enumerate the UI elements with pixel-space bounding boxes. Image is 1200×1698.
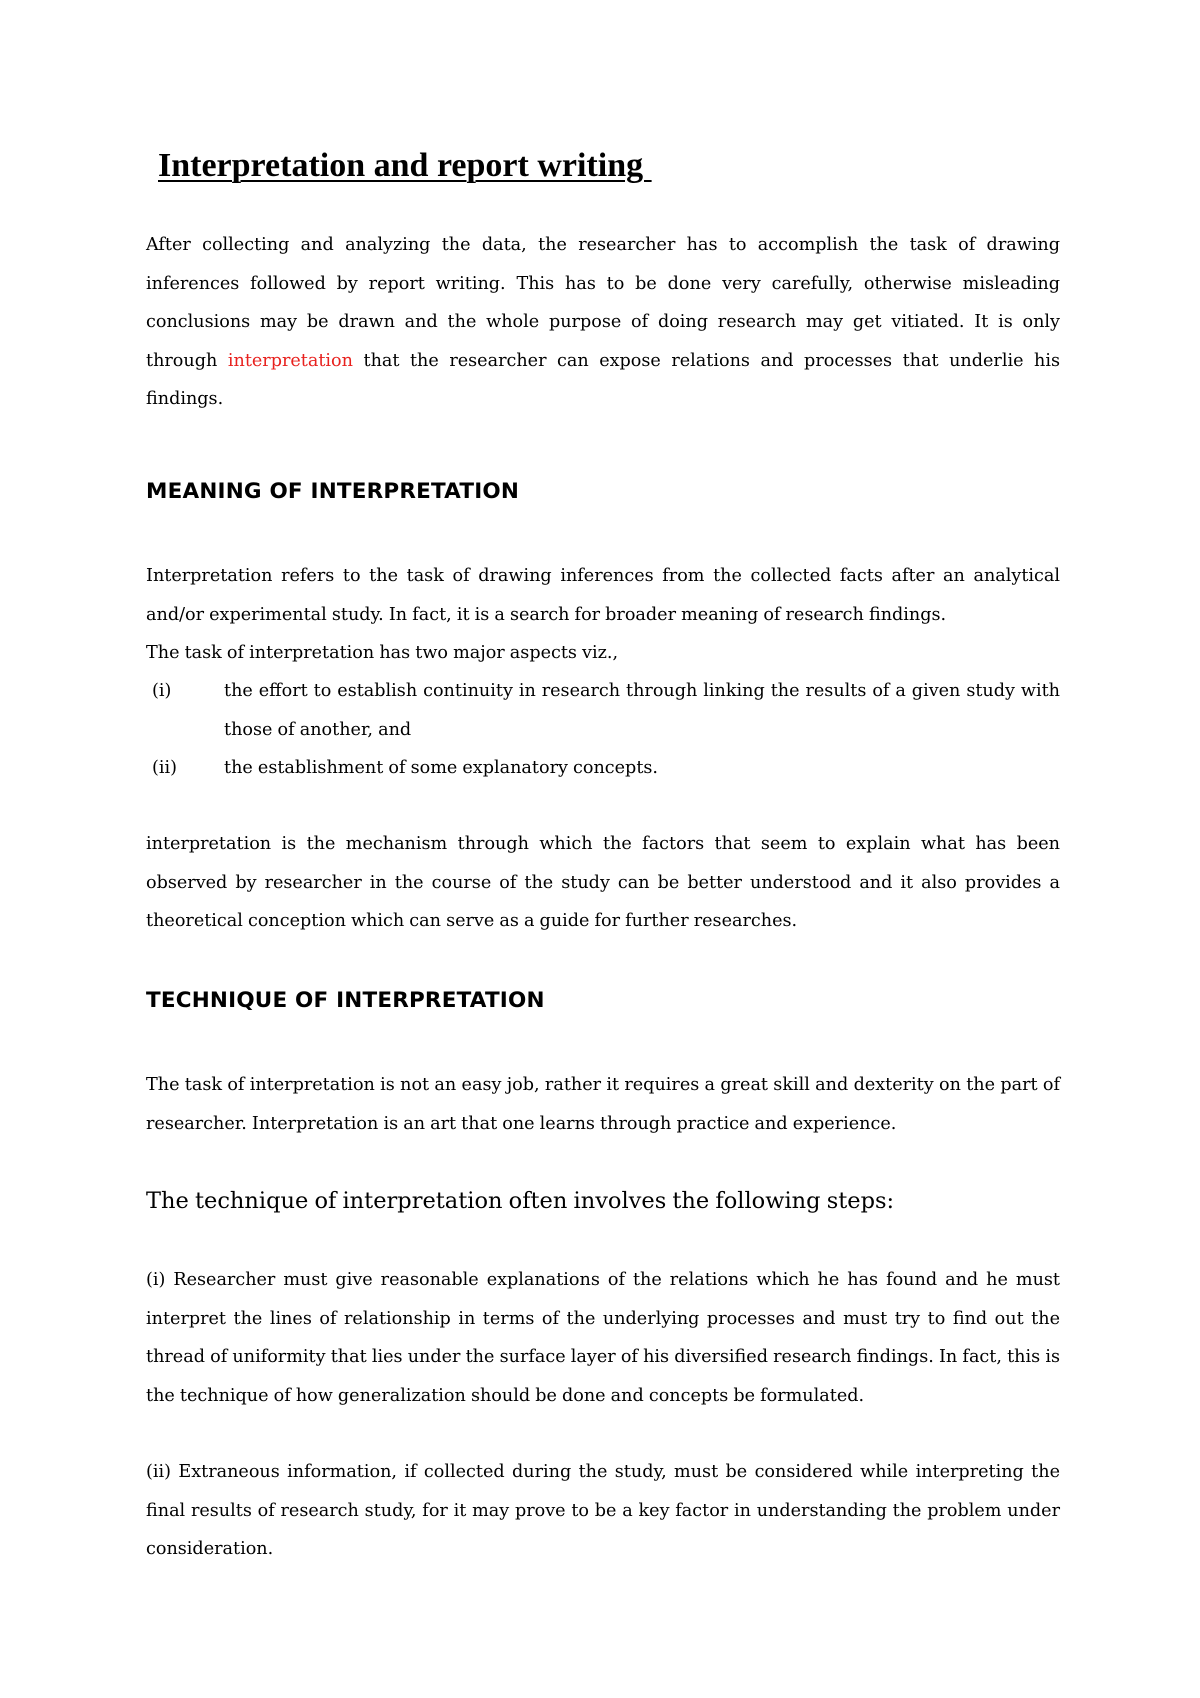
interpretation-highlight: interpretation [227, 350, 353, 371]
aspect-list-item [146, 672, 1060, 749]
intro-text-start: After collecting and analyzing the data, the researcher has to accomplish the task of drawing inferences followed by report writing. This has to be done very carefully, otherwise misleading conclusions may be drawn and the whole purpose of doing research may get vitiated. It is only through [146, 235, 1060, 371]
page-title: Interpretation and report writing [158, 147, 652, 184]
meaning-heading: MEANING OF INTERPRETATION [146, 479, 520, 504]
aspect-number: (ii) [152, 758, 177, 778]
step-2-paragraph: (ii) Extraneous information, if collected during the study, must be considered while interpreting the final results of research study, for it may prove to be a key factor in understanding the problem under consideration. [146, 1462, 1060, 1559]
aspect-number: (i) [152, 681, 172, 701]
meaning-paragraph: Interpretation refers to the task of drawing inferences from the collected facts after an analytical and/or experimental study. In fact, it is a search for broader meaning of research findings. [146, 566, 1060, 625]
aspect-list-item [146, 749, 1060, 788]
technique-paragraph: The task of interpretation is not an easy job, rather it requires a great skill and dexterity on the part of researcher. Interpretation is an art that one learns through practice and experience. [146, 1075, 1060, 1134]
steps-intro: The technique of interpretation often involves the following steps: [146, 1188, 895, 1214]
intro-text-end: that the researcher can expose relations and processes that underlie his findings. [146, 350, 1061, 409]
intro-paragraph [146, 226, 1060, 419]
technique-heading: TECHNIQUE OF INTERPRETATION [146, 988, 545, 1013]
mechanism-paragraph: interpretation is the mechanism through which the factors that seem to explain what has been observed by researcher in the course of the study can be better understood and it also provides a theoretical conception which can serve as a guide for further researches. [146, 834, 1060, 931]
aspect-text: the establishment of some explanatory concepts. [224, 758, 659, 778]
aspect-text: the effort to establish continuity in research through linking the results of a given study with those of another, and [224, 681, 1060, 740]
aspects-intro: The task of interpretation has two major aspects viz., [146, 643, 619, 663]
step-1-paragraph: (i) Researcher must give reasonable explanations of the relations which he has found and he must interpret the lines of relationship in terms of the underlying processes and must try to find out the thread of uniformity that lies under the surface layer of his diversified research findings. In fact, this is the technique of how generalization should be done and concepts be formulated. [146, 1270, 1060, 1406]
